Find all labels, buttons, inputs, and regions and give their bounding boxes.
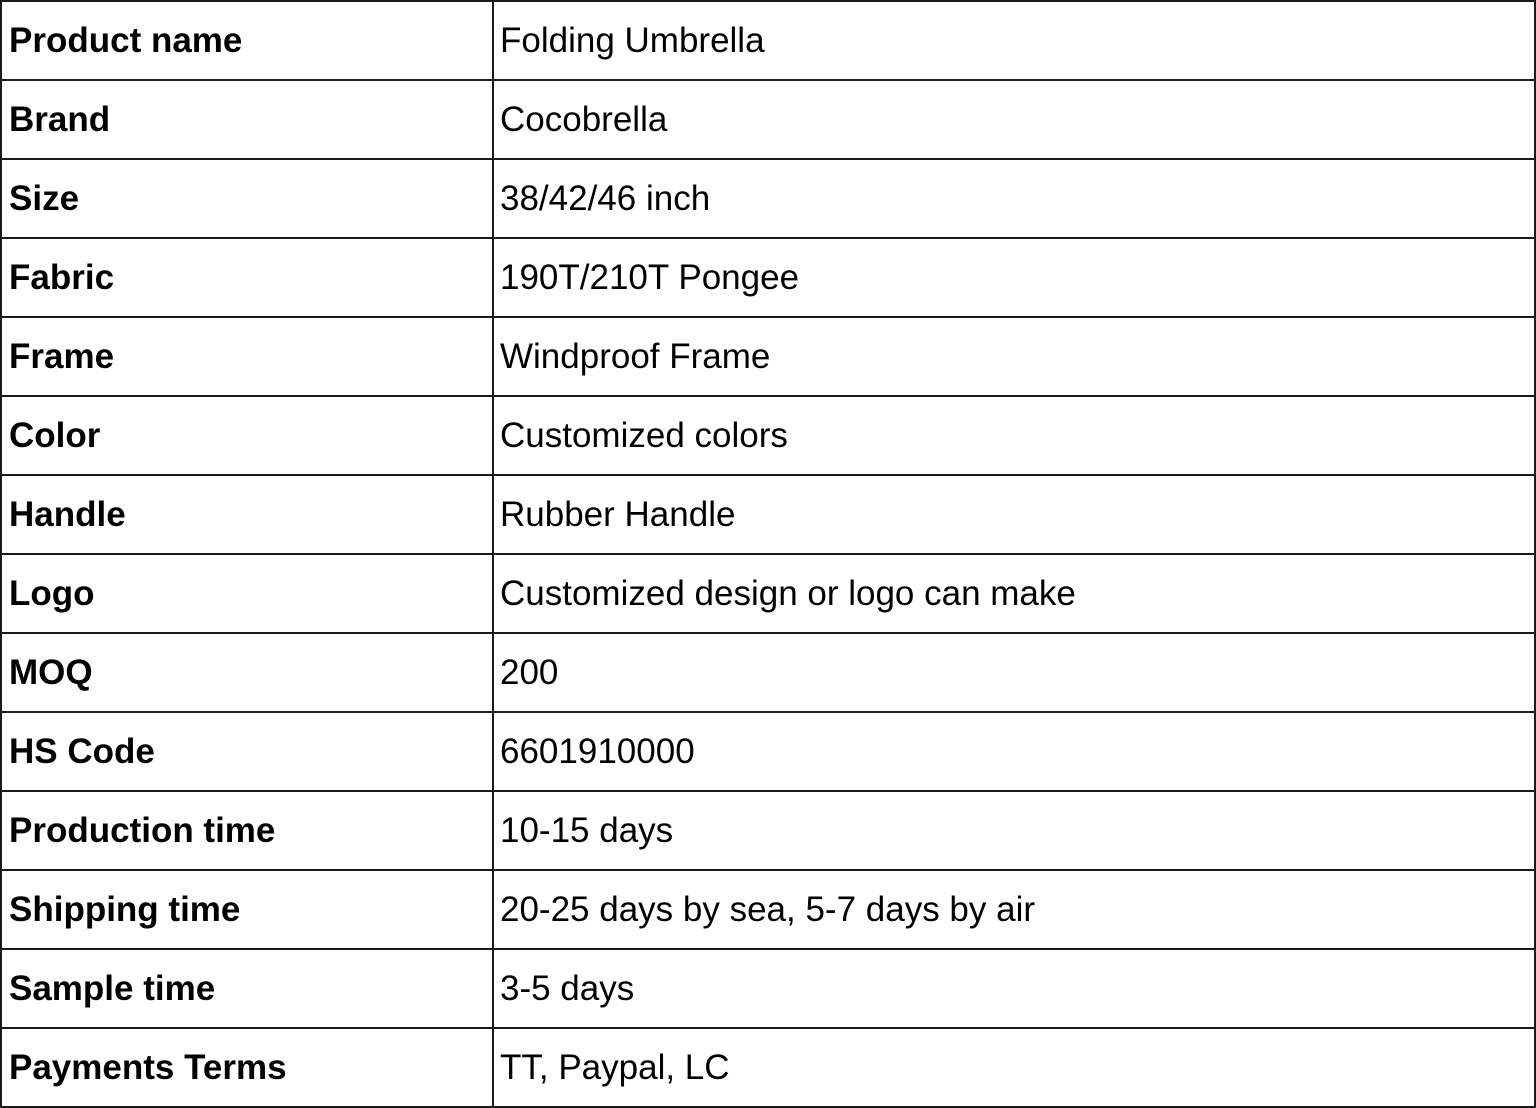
table-row [1, 238, 1535, 317]
row-value: TT, Paypal, LC [493, 1028, 1535, 1107]
row-label: Brand [1, 80, 493, 159]
row-label: MOQ [1, 633, 493, 712]
row-value: Windproof Frame [493, 317, 1535, 396]
table-row [1, 633, 1535, 712]
row-value: 3-5 days [493, 949, 1535, 1028]
row-value: Customized colors [493, 396, 1535, 475]
row-value: 6601910000 [493, 712, 1535, 791]
table-row [1, 80, 1535, 159]
table-row [1, 554, 1535, 633]
table-row [1, 949, 1535, 1028]
table-row [1, 870, 1535, 949]
row-label: Production time [1, 791, 493, 870]
row-label: Size [1, 159, 493, 238]
row-label: Color [1, 396, 493, 475]
table-row [1, 1028, 1535, 1107]
row-label: HS Code [1, 712, 493, 791]
row-label: Fabric [1, 238, 493, 317]
row-label: Sample time [1, 949, 493, 1028]
table-row [1, 791, 1535, 870]
row-label: Logo [1, 554, 493, 633]
row-value: Cocobrella [493, 80, 1535, 159]
table-row [1, 317, 1535, 396]
row-label: Handle [1, 475, 493, 554]
row-value: Customized design or logo can make [493, 554, 1535, 633]
table-row [1, 712, 1535, 791]
row-value: 190T/210T Pongee [493, 238, 1535, 317]
row-label: Product name [1, 1, 493, 80]
row-label: Payments Terms [1, 1028, 493, 1107]
row-value: 20-25 days by sea, 5-7 days by air [493, 870, 1535, 949]
row-value: Folding Umbrella [493, 1, 1535, 80]
row-label: Shipping time [1, 870, 493, 949]
row-value: 38/42/46 inch [493, 159, 1535, 238]
table-row [1, 475, 1535, 554]
row-value: 200 [493, 633, 1535, 712]
table-row [1, 159, 1535, 238]
row-value: Rubber Handle [493, 475, 1535, 554]
table-row [1, 396, 1535, 475]
table-row [1, 1, 1535, 80]
row-label: Frame [1, 317, 493, 396]
row-value: 10-15 days [493, 791, 1535, 870]
